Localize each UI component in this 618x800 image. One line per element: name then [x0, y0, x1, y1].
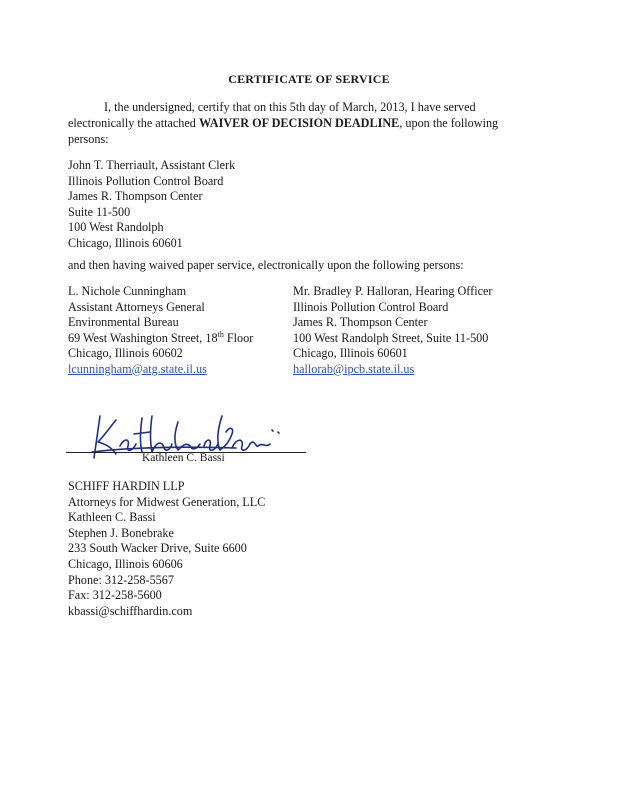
right-recipient-address: [293, 284, 492, 377]
address-line: Mr. Bradley P. Halloran, Hearing Officer: [293, 284, 493, 298]
address-line: James R. Thompson Center: [68, 189, 203, 203]
address-line: John T. Therriault, Assistant Clerk: [68, 158, 236, 172]
address-line: L. Nichole Cunningham: [68, 284, 187, 298]
firm-line: Stephen J. Bonebrake: [68, 525, 174, 540]
firm-email: kbassi@schiffhardin.com: [68, 603, 193, 618]
firm-line: Attorneys for Midwest Generation, LLC: [68, 494, 266, 509]
address-line: Assistant Attorneys General: [68, 299, 205, 314]
address-line: Illinois Pollution Control Board: [68, 173, 224, 188]
firm-line: SCHIFF HARDIN LLP: [68, 479, 185, 493]
intro-text-before: I, the undersigned, certify that on this 5th day of March, 2013, I have served electronically the attached: [68, 100, 476, 130]
primary-recipient-address: [68, 158, 235, 251]
address-line: Chicago, Illinois 60601: [293, 346, 408, 360]
address-line: Environmental Bureau: [68, 315, 179, 329]
address-line: Suite 11-500: [68, 204, 131, 219]
address-street: [68, 331, 253, 347]
signer-name: Kathleen C. Bassi: [142, 452, 225, 464]
address-line: Illinois Pollution Control Board: [293, 299, 449, 314]
street-text: 69 West Washington Street, 18: [68, 330, 218, 345]
address-line: James R. Thompson Center: [293, 315, 428, 329]
left-recipient-address: [68, 284, 253, 377]
address-line: Chicago, Illinois 60601: [68, 235, 183, 250]
intro-text-after: , upon the following persons:: [68, 116, 499, 146]
street-floor: Floor: [223, 330, 254, 345]
address-line: Chicago, Illinois 60602: [68, 346, 183, 360]
firm-signature-block: [68, 479, 265, 619]
left-recipient-email-link[interactable]: lcunningham@atg.state.il.us: [68, 361, 207, 376]
waived-service-text: and then having waived paper service, electronically upon the following persons:: [68, 258, 464, 272]
firm-line: 233 South Wacker Drive, Suite 6600: [68, 541, 247, 556]
firm-line: Kathleen C. Bassi: [68, 510, 156, 525]
firm-line: Phone: 312-258-5567: [68, 572, 174, 587]
document-name: WAIVER OF DECISION DEADLINE: [198, 116, 400, 130]
right-recipient-email-link[interactable]: hallorab@ipcb.state.il.us: [293, 361, 415, 376]
ordinal-suffix: th: [217, 329, 224, 339]
firm-line: Fax: 312-258-5600: [68, 588, 162, 603]
intro-paragraph: [68, 99, 528, 147]
address-line: 100 West Randolph: [68, 220, 164, 234]
firm-line: Chicago, Illinois 60606: [68, 556, 183, 571]
document-title: CERTIFICATE OF SERVICE: [228, 72, 390, 86]
address-line: 100 West Randolph Street, Suite 11-500: [293, 330, 489, 345]
